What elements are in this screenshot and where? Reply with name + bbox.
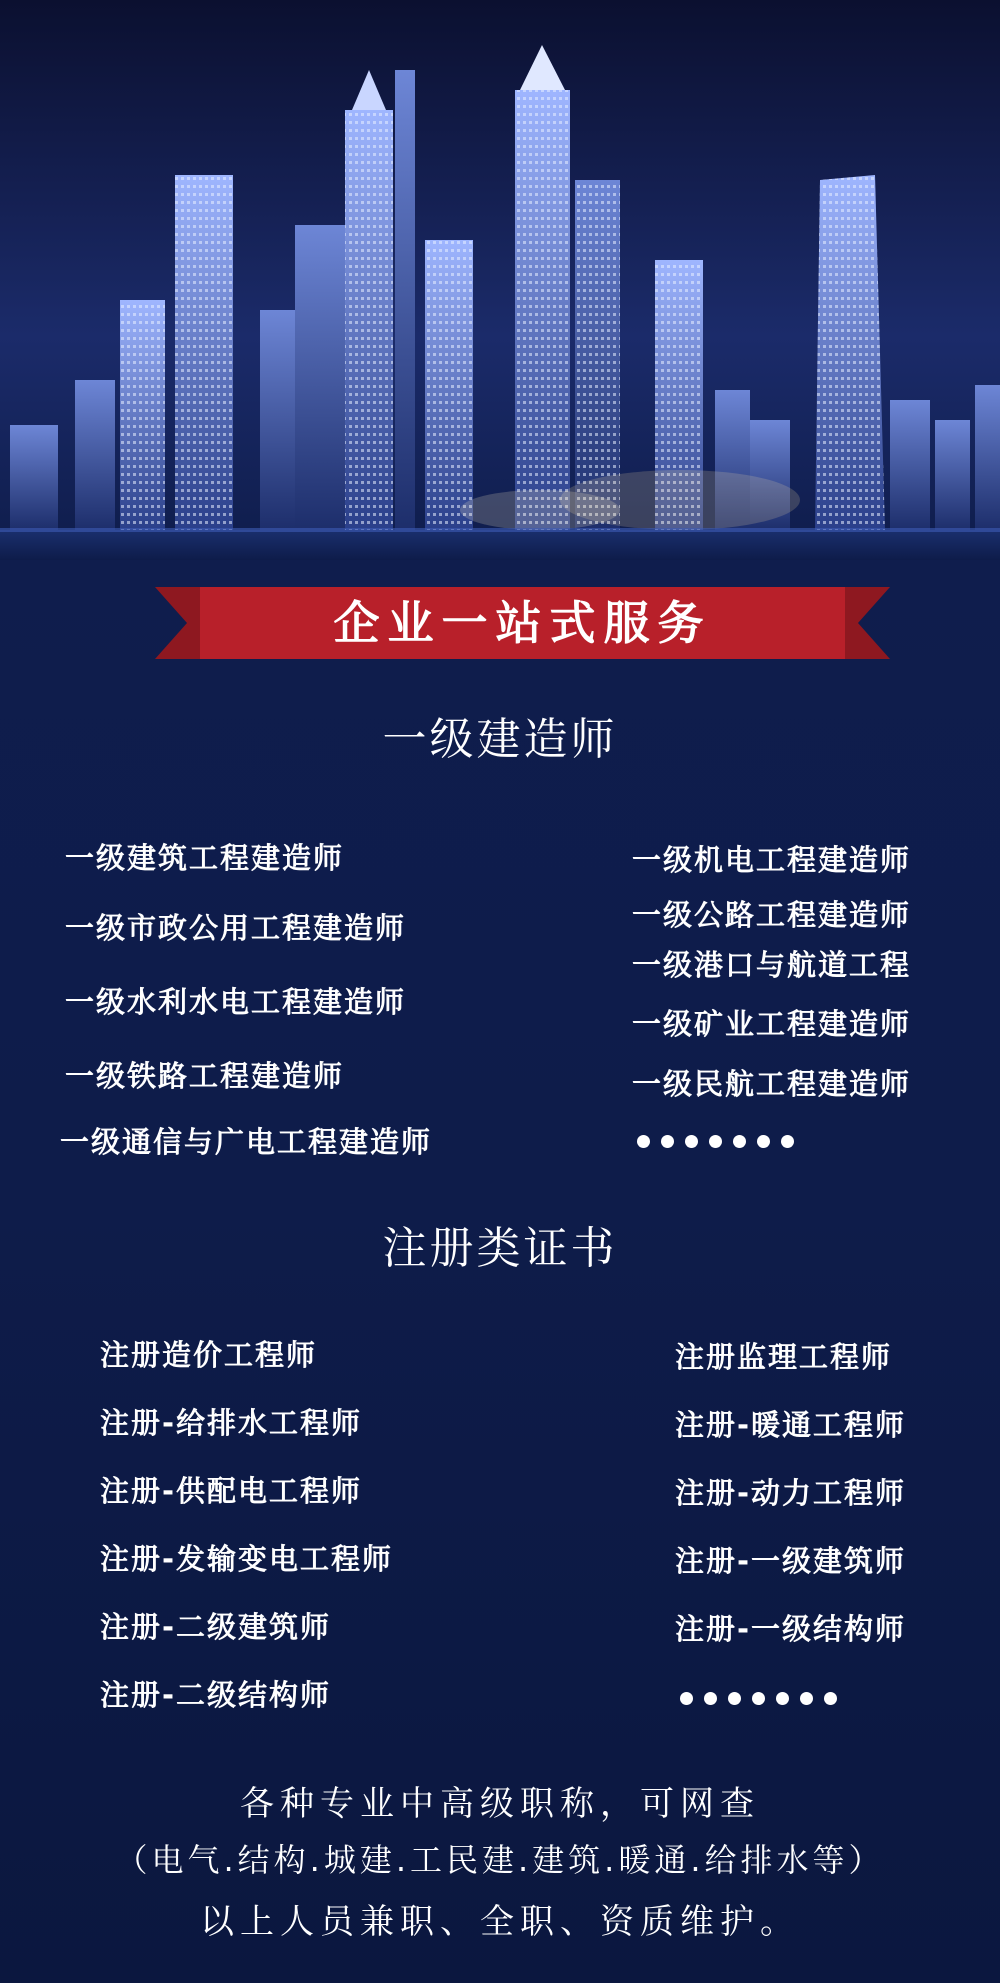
dot bbox=[800, 1692, 813, 1705]
footer-line-2: （电气.结构.城建.工民建.建筑.暖通.给排水等） bbox=[115, 1841, 885, 1879]
banner-title: 企业一站式服务 bbox=[333, 596, 712, 650]
dot bbox=[781, 1135, 794, 1148]
dot bbox=[661, 1135, 674, 1148]
dot bbox=[685, 1135, 698, 1148]
list-item: 一级矿业工程建造师 bbox=[632, 1007, 912, 1041]
list-item: 一级港口与航道工程 bbox=[632, 948, 912, 982]
list-item: 注册监理工程师 bbox=[675, 1340, 893, 1374]
list-item: 一级通信与广电工程建造师 bbox=[60, 1125, 433, 1159]
list-item: 一级市政公用工程建造师 bbox=[65, 911, 407, 945]
dot bbox=[637, 1135, 650, 1148]
section-title-certificates: 注册类证书 bbox=[382, 1223, 618, 1274]
list-item: 注册-动力工程师 bbox=[675, 1476, 907, 1510]
dot bbox=[757, 1135, 770, 1148]
city-skyline-image bbox=[0, 0, 1000, 560]
list-item: 注册-二级建筑师 bbox=[100, 1610, 332, 1644]
list-item: 一级民航工程建造师 bbox=[632, 1067, 912, 1101]
list-item: 注册-暖通工程师 bbox=[675, 1408, 907, 1442]
dot bbox=[680, 1692, 693, 1705]
dot bbox=[704, 1692, 717, 1705]
dot bbox=[776, 1692, 789, 1705]
more-dots bbox=[637, 1135, 794, 1148]
list-item: 一级水利水电工程建造师 bbox=[65, 985, 407, 1019]
dot bbox=[733, 1135, 746, 1148]
list-item: 注册-一级结构师 bbox=[675, 1612, 907, 1646]
more-dots bbox=[680, 1692, 837, 1705]
list-item: 注册-发输变电工程师 bbox=[100, 1542, 394, 1576]
section-title-constructor: 一级建造师 bbox=[382, 714, 618, 765]
list-item: 注册-供配电工程师 bbox=[100, 1474, 363, 1508]
list-item: 注册-一级建筑师 bbox=[675, 1544, 907, 1578]
list-item: 一级机电工程建造师 bbox=[632, 843, 912, 877]
list-item: 注册-给排水工程师 bbox=[100, 1406, 363, 1440]
dot bbox=[709, 1135, 722, 1148]
dot bbox=[752, 1692, 765, 1705]
list-item: 注册-二级结构师 bbox=[100, 1678, 332, 1712]
footer-line-3: 以上人员兼职、全职、资质维护。 bbox=[200, 1902, 800, 1942]
list-item: 一级公路工程建造师 bbox=[632, 898, 912, 932]
dot bbox=[728, 1692, 741, 1705]
title-ribbon bbox=[155, 587, 890, 659]
list-item: 一级铁路工程建造师 bbox=[65, 1059, 345, 1093]
list-item: 一级建筑工程建造师 bbox=[65, 841, 345, 875]
dot bbox=[824, 1692, 837, 1705]
list-item: 注册造价工程师 bbox=[100, 1338, 318, 1372]
footer-line-1: 各种专业中高级职称，可网查 bbox=[240, 1784, 760, 1824]
